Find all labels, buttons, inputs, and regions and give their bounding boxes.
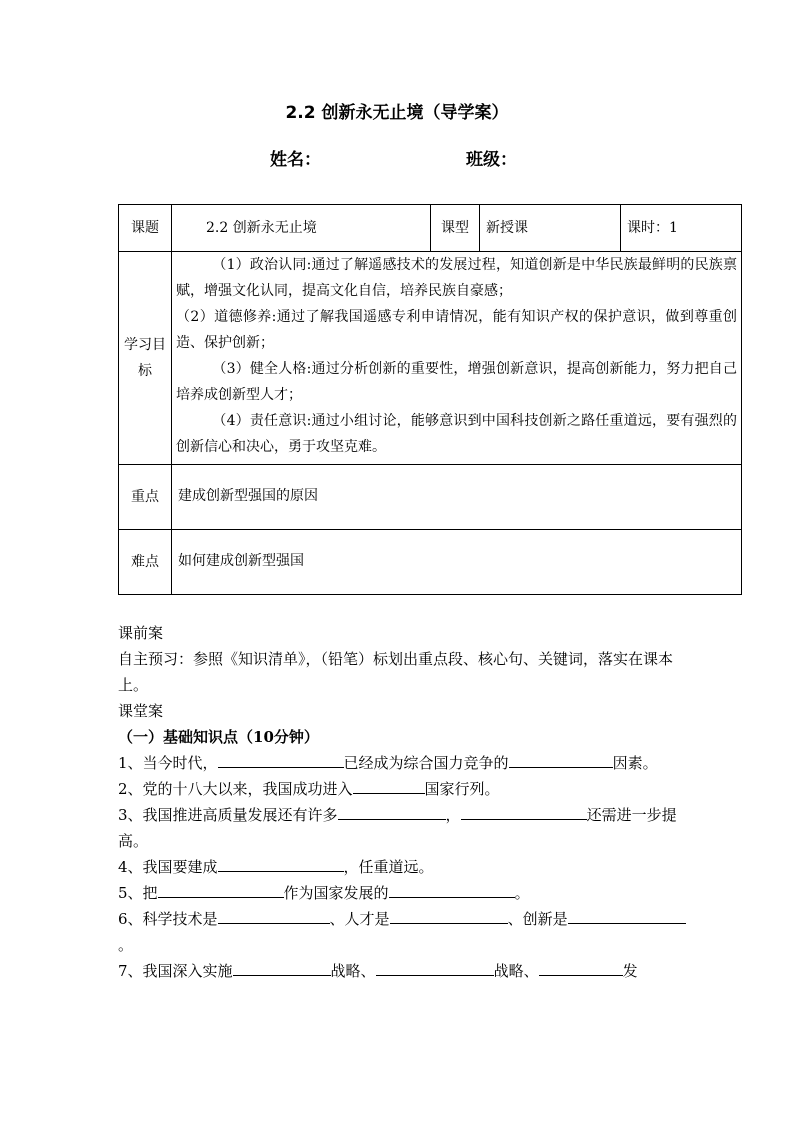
difficulty-value: 如何建成创新型强国 (172, 530, 742, 595)
answer-blank[interactable] (158, 881, 284, 898)
key-point-label: 重点 (119, 465, 172, 530)
question-text: 、创新是 (507, 910, 568, 928)
topic-value: 2.2 创新永无止境 (172, 205, 431, 252)
section-heading: （一）基础知识点（10分钟） (118, 728, 319, 746)
class-label: 班级： (466, 150, 517, 170)
question-text: 。 (514, 884, 530, 902)
difficulty-label: 难点 (119, 530, 172, 595)
answer-blank[interactable] (539, 959, 623, 976)
worksheet-body (118, 620, 688, 984)
answer-blank[interactable] (338, 803, 446, 820)
in-class-heading: 课堂案 (118, 702, 164, 720)
question-text: 战略、 (330, 962, 376, 980)
goals-cell (172, 252, 742, 465)
key-point-value: 建成创新型强国的原因 (172, 465, 742, 530)
table-row (119, 465, 742, 530)
question-text: ， (445, 806, 461, 824)
question-text: 还需进一步提高。 (118, 806, 677, 850)
answer-blank[interactable] (390, 907, 508, 924)
goal-item: （1）政治认同:通过了解遥感技术的发展过程，知道创新是中华民族最鲜明的民族禀赋，增强文化认同，提高文化自信，培养民族自豪感； (176, 257, 737, 299)
answer-blank[interactable] (509, 751, 613, 768)
table-row (119, 530, 742, 595)
type-label: 课型 (431, 205, 480, 252)
question-text: 因素。 (612, 754, 658, 772)
goal-item: （2）道德修养:通过了解我国遥感专利申请情况，能有知识产权的保护意识，做到尊重创造、保护创新； (176, 309, 737, 351)
goal-item: （4）责任意识:通过小组讨论，能够意识到中国科技创新之路任重道远，要有强烈的创新信心和决心，勇于攻坚克难。 (176, 413, 737, 455)
question-text: 发 (622, 962, 638, 980)
answer-blank[interactable] (218, 907, 330, 924)
question-text: 、人才是 (329, 910, 390, 928)
question-3 (118, 802, 688, 854)
answer-blank[interactable] (218, 751, 344, 768)
answer-blank[interactable] (461, 803, 587, 820)
question-text: 已经成为综合国力竞争的 (343, 754, 509, 772)
answer-blank[interactable] (218, 855, 344, 872)
question-2 (118, 776, 688, 802)
type-value: 新授课 (480, 205, 621, 252)
document-title: 2.2 创新永无止境（导学案） (285, 103, 509, 123)
question-text: 6、科学技术是 (118, 910, 218, 928)
pre-class-heading: 课前案 (118, 624, 164, 642)
question-text: 战略、 (493, 962, 539, 980)
question-text: 5、把 (118, 884, 158, 902)
question-text: 7、我国深入实施 (118, 962, 233, 980)
question-4 (118, 854, 688, 880)
topic-label: 课题 (119, 205, 172, 252)
question-text: 。 (118, 936, 134, 954)
class-hours: 课时：1 (621, 205, 742, 252)
answer-blank[interactable] (353, 777, 425, 794)
table-row (119, 252, 742, 465)
goals-label: 学习目标 (119, 252, 172, 465)
question-text: 4、我国要建成 (118, 858, 218, 876)
question-text: 1、当今时代， (118, 754, 218, 772)
answer-blank[interactable] (233, 959, 331, 976)
self-study-text: 自主预习：参照《知识清单》，（铅笔）标划出重点段、核心句、关键词，落实在课本上。 (118, 650, 674, 694)
question-text: 2、党的十八大以来，我国成功进入 (118, 780, 353, 798)
answer-blank[interactable] (376, 959, 494, 976)
question-6 (118, 906, 688, 958)
question-5 (118, 880, 688, 906)
question-text: 3、我国推进高质量发展还有许多 (118, 806, 338, 824)
question-text: 作为国家发展的 (283, 884, 389, 902)
name-label: 姓名： (270, 150, 321, 170)
question-text: ，任重道远。 (343, 858, 434, 876)
goal-item: （3）健全人格:通过分析创新的重要性，增强创新意识，提高创新能力，努力把自己培养成创新型人才； (176, 361, 737, 403)
question-text: 国家行列。 (424, 780, 500, 798)
table-row (119, 205, 742, 252)
answer-blank[interactable] (568, 907, 686, 924)
lesson-info-table (118, 204, 742, 595)
question-7 (118, 958, 688, 984)
answer-blank[interactable] (389, 881, 515, 898)
question-1 (118, 750, 688, 776)
student-info-row (270, 145, 570, 169)
